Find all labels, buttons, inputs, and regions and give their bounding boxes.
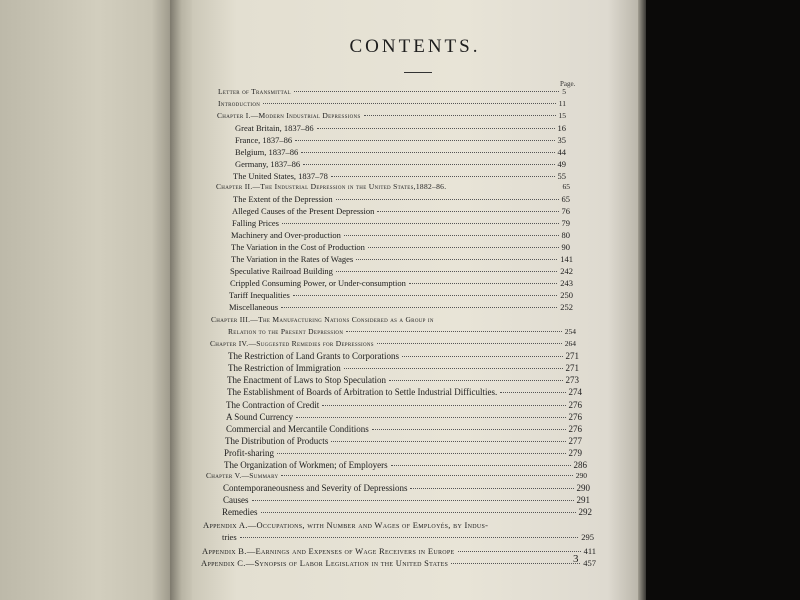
toc-row (228, 364, 579, 373)
page-edge (638, 0, 646, 600)
toc-row (230, 267, 573, 276)
dot-leader (409, 283, 557, 284)
toc-page-number: 264 (564, 339, 576, 348)
title-rule (404, 72, 432, 73)
toc-entry-label: Chapter III.—The Manufacturing Nations Considered as a Group in (211, 315, 434, 324)
dot-leader (296, 417, 566, 418)
dot-leader (277, 453, 566, 454)
toc-page-number: 44 (557, 147, 566, 157)
toc-page-number: 271 (565, 351, 579, 361)
toc-entry-label: Remedies (222, 507, 258, 517)
toc-row (228, 328, 576, 336)
toc-entry-label: Causes (223, 495, 249, 505)
dot-leader (377, 211, 558, 212)
dot-leader (402, 356, 563, 357)
dot-leader (263, 103, 556, 104)
toc-row (231, 231, 570, 240)
dot-leader (322, 405, 565, 406)
dot-leader (346, 331, 561, 332)
toc-entry-label: Speculative Railroad Building (230, 266, 333, 276)
dot-leader (368, 247, 559, 248)
toc-entry-label: Tariff Inequalities (229, 290, 290, 300)
dot-leader (458, 551, 581, 552)
toc-page-number: 276 (568, 400, 582, 410)
toc-row (203, 521, 592, 530)
dot-leader (372, 429, 566, 430)
toc-entry-label: The Contraction of Credit (226, 400, 320, 410)
toc-entry-label: The Organization of Workmen; of Employers (224, 460, 388, 470)
toc-row (226, 413, 582, 422)
dot-leader (391, 465, 571, 466)
dot-leader (293, 295, 557, 296)
toc-row (202, 547, 596, 556)
toc-row (210, 340, 576, 348)
toc-page-number: 243 (560, 278, 573, 288)
toc-row (235, 160, 566, 169)
toc-entry-label: The United States, 1837–78 (233, 171, 328, 181)
page-title: CONTENTS. (349, 36, 481, 57)
dot-leader (282, 223, 559, 224)
toc-row (222, 533, 594, 542)
toc-entry-label: Appendix C.—Synopsis of Labor Legislation in the United States (201, 558, 449, 568)
left-page (0, 0, 178, 600)
toc-row (226, 401, 582, 410)
toc-page-number: 273 (565, 375, 579, 385)
toc-entry-label: A Sound Currency (226, 412, 293, 422)
toc-row (235, 124, 566, 133)
toc-page-number: 79 (561, 218, 570, 228)
dot-leader (410, 488, 573, 489)
toc-page-number: 457 (583, 558, 596, 568)
toc-page-number: 80 (561, 230, 570, 240)
dot-leader (451, 563, 580, 564)
toc-entry-label: Appendix A.—Occupations, with Number and Wages of Employés, by Indus- (203, 520, 489, 530)
toc-page-number: 292 (578, 507, 592, 517)
dot-leader (389, 380, 563, 381)
dot-leader (281, 307, 557, 308)
toc-page-number: 276 (568, 412, 582, 422)
toc-page-number: 11 (558, 99, 566, 108)
toc-page-number: 65 (561, 194, 570, 204)
toc-row (222, 508, 592, 517)
dot-leader (331, 176, 555, 177)
toc-entry-label: France, 1837–86 (235, 135, 293, 145)
toc-page-number: 242 (560, 266, 573, 276)
dot-leader (331, 441, 565, 442)
toc-page-number: 35 (557, 135, 566, 145)
toc-row (229, 303, 573, 312)
toc-row (223, 484, 590, 493)
toc-page-number: 49 (557, 159, 566, 169)
dot-leader (303, 164, 554, 165)
toc-page-number: 290 (575, 471, 587, 480)
toc-row (217, 112, 566, 120)
toc-page-number: 295 (581, 532, 594, 542)
toc-page-number: 250 (560, 290, 573, 300)
toc-page-number: 274 (568, 387, 582, 397)
toc-row (226, 425, 582, 434)
toc-row (218, 100, 566, 108)
toc-row (224, 461, 587, 470)
dot-leader (294, 91, 559, 92)
toc-entry-label: The Variation in the Rates of Wages (231, 254, 354, 264)
toc-row (201, 559, 596, 568)
toc-entry-label: Miscellaneous (229, 302, 279, 312)
toc-entry-label: The Variation in the Cost of Production (231, 242, 365, 252)
dot-leader (261, 512, 576, 513)
dot-leader (317, 128, 555, 129)
toc-entry-label: The Distribution of Products (225, 436, 329, 446)
toc-row (232, 219, 570, 228)
toc-row (229, 291, 573, 300)
toc-entry-label: Letter of Transmittal (218, 87, 291, 96)
toc-entry-label: Great Britain, 1837–86 (235, 123, 314, 133)
toc-row (228, 352, 579, 361)
toc-page-number: 141 (560, 254, 573, 264)
page-number: 3 (573, 553, 579, 565)
toc-row (233, 195, 570, 204)
toc-page-number: 271 (565, 363, 579, 373)
toc-page-number: 90 (561, 242, 570, 252)
toc-entry-label: Chapter IV.—Suggested Remedies for Depressions (210, 339, 374, 348)
toc-page-number: 291 (576, 495, 590, 505)
toc-entry-label: The Establishment of Boards of Arbitration to Settle Industrial Difficulties. (227, 387, 498, 397)
toc-row (232, 207, 570, 216)
toc-entry-label: Chapter V.—Summary (206, 471, 279, 480)
toc-row (230, 279, 573, 288)
toc-entry-label: Appendix B.—Earnings and Expenses of Wage Receivers in Europe (202, 546, 455, 556)
toc-row (227, 376, 579, 385)
toc-entry-label: Machinery and Over-production (231, 230, 341, 240)
dot-leader (356, 259, 557, 260)
toc-page-number: 252 (560, 302, 573, 312)
toc-page-number: 286 (573, 460, 587, 470)
dot-leader (240, 537, 579, 538)
toc-entry-label: The Enactment of Laws to Stop Speculation (227, 375, 386, 385)
toc-row (223, 496, 590, 505)
toc-entry-label: The Extent of the Depression (233, 194, 333, 204)
toc-row (231, 255, 573, 264)
toc-entry-label: Relation to the Present Depression (228, 327, 344, 336)
toc-row (231, 243, 570, 252)
toc-row (224, 449, 582, 458)
toc-row (233, 172, 566, 181)
page-column-header: Page. (560, 80, 576, 88)
toc-entry-label: Falling Prices (232, 218, 279, 228)
toc-entry-label: Belgium, 1837–86 (235, 147, 299, 157)
toc-row (216, 183, 570, 191)
toc-entry-label: Commercial and Mercantile Conditions (226, 424, 369, 434)
dot-leader (336, 271, 557, 272)
dot-leader (252, 500, 574, 501)
toc-row (218, 88, 566, 96)
toc-entry-label: Contemporaneousness and Severity of Depressions (223, 483, 408, 493)
toc-entry-label: Germany, 1837–86 (235, 159, 301, 169)
toc-entry-label: Alleged Causes of the Present Depression (232, 206, 375, 216)
toc-page-number: 16 (557, 123, 566, 133)
dot-leader (377, 343, 562, 344)
toc-page-number: 277 (568, 436, 582, 446)
dot-leader (344, 368, 563, 369)
toc-entry-label: Chapter I.—Modern Industrial Depressions (217, 111, 361, 120)
toc-page-number: 5 (562, 87, 566, 96)
toc-page-number: 254 (564, 327, 576, 336)
toc-entry-label: The Restriction of Immigration (228, 363, 341, 373)
toc-entry-label: The Restriction of Land Grants to Corporations (228, 351, 399, 361)
toc-page-number: 411 (583, 546, 596, 556)
toc-page-number: 290 (576, 483, 590, 493)
dot-leader (344, 235, 559, 236)
toc-row (235, 148, 566, 157)
toc-row (227, 388, 582, 397)
toc-entry-label: Profit-sharing (224, 448, 274, 458)
toc-page-number: 55 (557, 171, 566, 181)
toc-entry-label: Crippled Consuming Power, or Under-consumption (230, 278, 406, 288)
toc-row (211, 316, 576, 324)
toc-page-number: 15 (558, 111, 566, 120)
toc-entry-label: Introduction (218, 99, 261, 108)
toc-entry-label: Chapter II.—The Industrial Depression in the United States,1882–86. (216, 182, 447, 191)
dot-leader (364, 115, 556, 116)
toc-row (235, 136, 566, 145)
toc-entry-label: tries (222, 532, 237, 542)
toc-page-number: 65 (562, 182, 570, 191)
toc-page-number: 76 (561, 206, 570, 216)
dot-leader (281, 475, 572, 476)
toc-page-number: 276 (568, 424, 582, 434)
dot-leader (336, 199, 559, 200)
dot-leader (295, 140, 554, 141)
dot-leader (301, 152, 554, 153)
toc-page-number: 279 (568, 448, 582, 458)
toc-row (225, 437, 582, 446)
toc-row (206, 472, 587, 480)
dot-leader (500, 392, 565, 393)
